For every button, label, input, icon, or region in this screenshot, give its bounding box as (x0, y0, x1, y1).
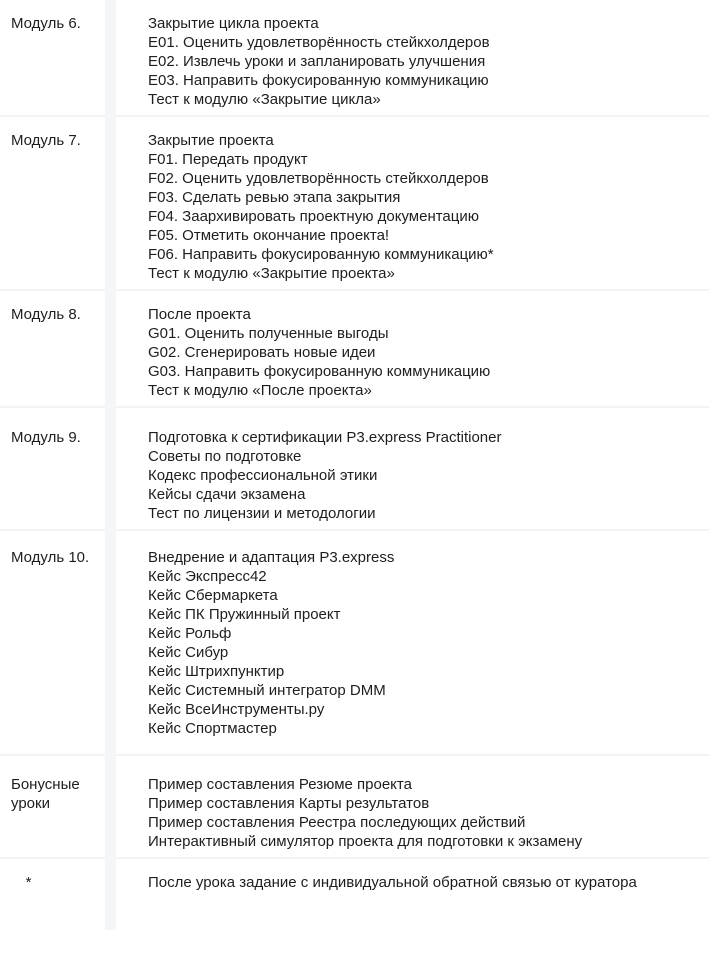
lesson-item: Пример составления Карты результатов (148, 795, 430, 812)
module-label: Модуль 10. (11, 549, 90, 566)
lesson-item: Интерактивный симулятор проекта для подготовки к экзамену (148, 833, 583, 850)
lesson-item: F04. Заархивировать проектную документацию (148, 208, 479, 225)
lesson-item: Закрытие проекта (148, 132, 274, 149)
lesson-item: Кейс Системный интегратор DMM (148, 682, 386, 699)
lesson-item: E03. Направить фокусированную коммуникацию (148, 72, 489, 89)
module-lessons (105, 14, 709, 109)
lesson-item: F06. Направить фокусированную коммуникацию* (148, 246, 494, 263)
lesson-item: Кейс ПК Пружинный проект (148, 606, 341, 623)
module-label: Модуль 6. (11, 15, 81, 32)
module-label: Модуль 7. (11, 132, 81, 149)
module-lessons (105, 428, 709, 523)
module-lessons (105, 548, 709, 738)
lesson-item: Кейс Сибур (148, 644, 229, 661)
lesson-item: F01. Передать продукт (148, 151, 308, 168)
lesson-item: E02. Извлечь уроки и запланировать улучшения (148, 53, 486, 70)
lesson-item: Подготовка к сертификации P3.express Practitioner (148, 429, 502, 446)
lesson-item: Кейс Спортмастер (148, 720, 277, 737)
lesson-item: Кейс ВсеИнструменты.ру (148, 701, 325, 718)
lesson-item: F02. Оценить удовлетворённость стейкхолдеров (148, 170, 489, 187)
lesson-item: Закрытие цикла проекта (148, 15, 319, 32)
module-lessons (105, 873, 709, 892)
column-divider (105, 0, 116, 930)
lesson-item: Кейс Экспресс42 (148, 568, 267, 585)
module-label: Модуль 9. (11, 429, 81, 446)
lesson-item: E01. Оценить удовлетворённость стейкхолдеров (148, 34, 490, 51)
lesson-item: G03. Направить фокусированную коммуникацию (148, 363, 491, 380)
lesson-item: F05. Отметить окончание проекта! (148, 227, 390, 244)
lesson-item: После проекта (148, 306, 251, 323)
lesson-item: Тест к модулю «После проекта» (148, 382, 372, 399)
lesson-item: Пример составления Резюме проекта (148, 776, 412, 793)
module-label: Модуль 8. (11, 306, 81, 323)
lesson-item: Тест к модулю «Закрытие проекта» (148, 265, 395, 282)
lesson-item: Советы по подготовке (148, 448, 302, 465)
lesson-item: Кейсы сдачи экзамена (148, 486, 306, 503)
lesson-item: Внедрение и адаптация P3.express (148, 549, 395, 566)
module-label: Бонусные уроки (11, 776, 80, 812)
lesson-item: G02. Сгенерировать новые идеи (148, 344, 376, 361)
lesson-item: F03. Сделать ревью этапа закрытия (148, 189, 401, 206)
lesson-item: После урока задание с индивидуальной обратной связью от куратора (148, 874, 637, 891)
lesson-item: Кейс Штрихпунктир (148, 663, 285, 680)
lesson-item: Кодекс профессиональной этики (148, 467, 378, 484)
lesson-item: Кейс Сбермаркета (148, 587, 278, 604)
lesson-item: G01. Оценить полученные выгоды (148, 325, 389, 342)
lesson-item: Тест к модулю «Закрытие цикла» (148, 91, 381, 108)
module-lessons (105, 775, 709, 851)
footnote-marker: * (25, 874, 32, 891)
module-lessons (105, 131, 709, 283)
lesson-item: Тест по лицензии и методологии (148, 505, 376, 522)
lesson-item: Пример составления Реестра последующих действий (148, 814, 526, 831)
lesson-item: Кейс Рольф (148, 625, 232, 642)
module-lessons (105, 305, 709, 400)
